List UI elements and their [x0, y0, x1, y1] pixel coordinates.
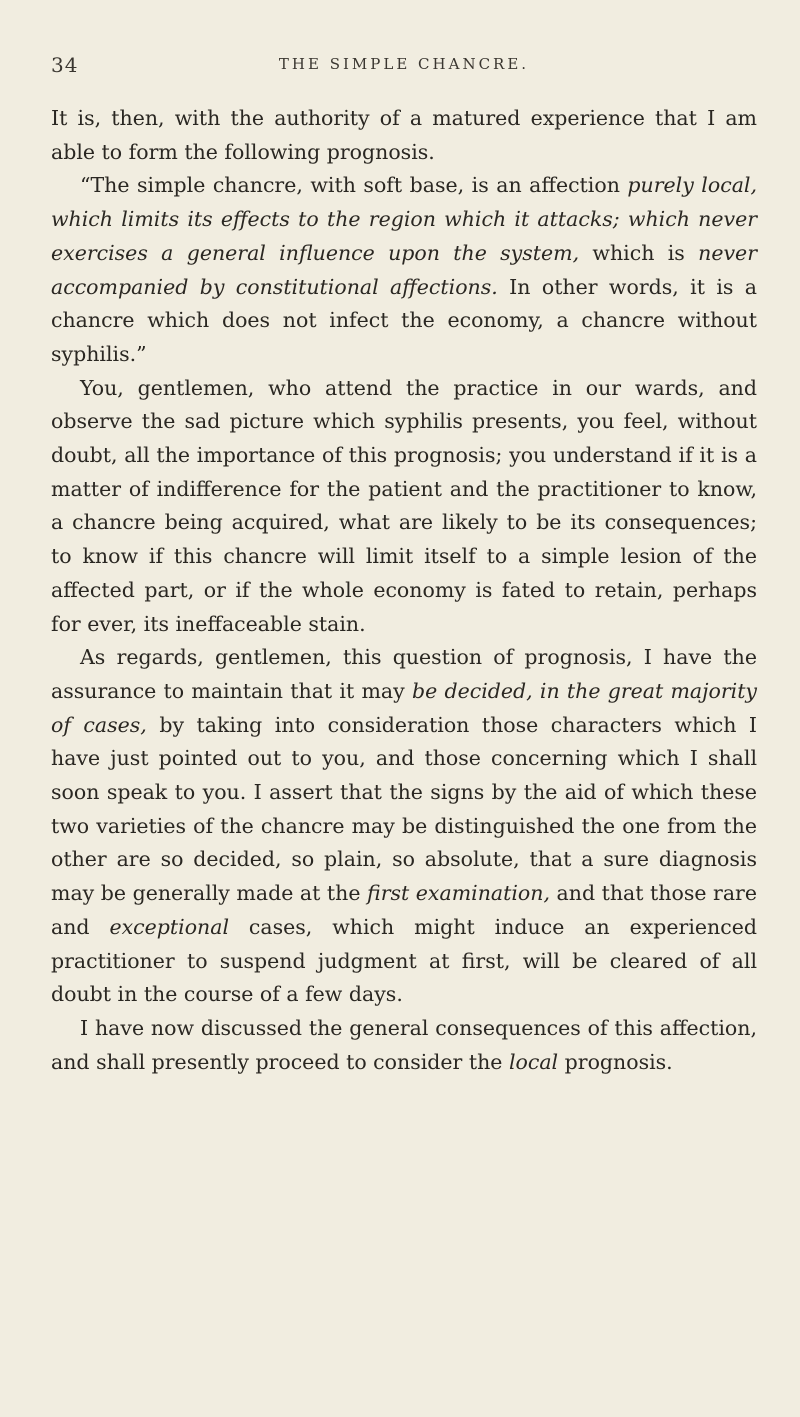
paragraph	[51, 372, 757, 642]
paragraph	[51, 102, 757, 169]
paragraph	[51, 169, 757, 371]
italic-text-run: purely local, which limits its effects to the region which it attacks; which never exercises a general influence upon the system,	[51, 173, 757, 265]
italic-text-run: never accompanied by constitutional affections.	[51, 240, 757, 299]
page-number: 34	[51, 53, 79, 77]
text-run: As regards, gentlemen, this question of prognosis, I have the assurance to maintain that it may	[51, 645, 757, 703]
text-run: “The simple chancre, with soft base, is an affection	[80, 173, 628, 198]
text-run: which is	[579, 240, 699, 265]
italic-text-run: exceptional	[109, 914, 230, 939]
paragraph	[51, 641, 757, 1012]
text-run: I have now discussed the general consequences of this affection, and shall presently proceed to consider the	[51, 1015, 757, 1074]
text-run: You, gentlemen, who attend the practice in our wards, and observe the sad picture which syphilis presents, you feel, without doubt, all the importance of this prognosis; you understand if it is a matter of indifference for the patient and the practitioner to know, a chancre being acquired, what are likely to be its consequences; to know if this chancre will limit itself to a simple lesion of the affected part, or if the whole economy is fated to retain, perhaps for ever, its ineffaceable stain.	[51, 375, 757, 636]
italic-text-run: be decided, in the great majority of cases,	[51, 678, 758, 737]
text-run: cases, which might induce an experienced practitioner to suspend judgment at first, will be cleared of all doubt in the course of a few days.	[51, 914, 757, 1007]
text-run: prognosis.	[558, 1049, 673, 1074]
paragraph	[51, 1012, 757, 1079]
page-header	[51, 53, 757, 79]
text-run: It is, then, with the authority of a matured experience that I am able to form the following prognosis.	[51, 106, 757, 164]
running-title: THE SIMPLE CHANCRE.	[278, 55, 530, 73]
body-text	[51, 102, 757, 1079]
italic-text-run: local	[508, 1049, 559, 1074]
text-run: and that those rare and	[51, 881, 757, 939]
text-run: In other words, it is a chancre which does not infect the economy, a chancre without syphilis.”	[51, 274, 757, 366]
text-run: by taking into consideration those characters which I have just pointed out to you, and those concerning which I shall soon speak to you. I assert that the signs by the aid of which these two varieties of the chancre may be distinguished the one from the other are so decided, so plain, so absolute, that a sure diagnosis may be generally made at the	[51, 712, 757, 906]
italic-text-run: first examination,	[367, 881, 550, 906]
